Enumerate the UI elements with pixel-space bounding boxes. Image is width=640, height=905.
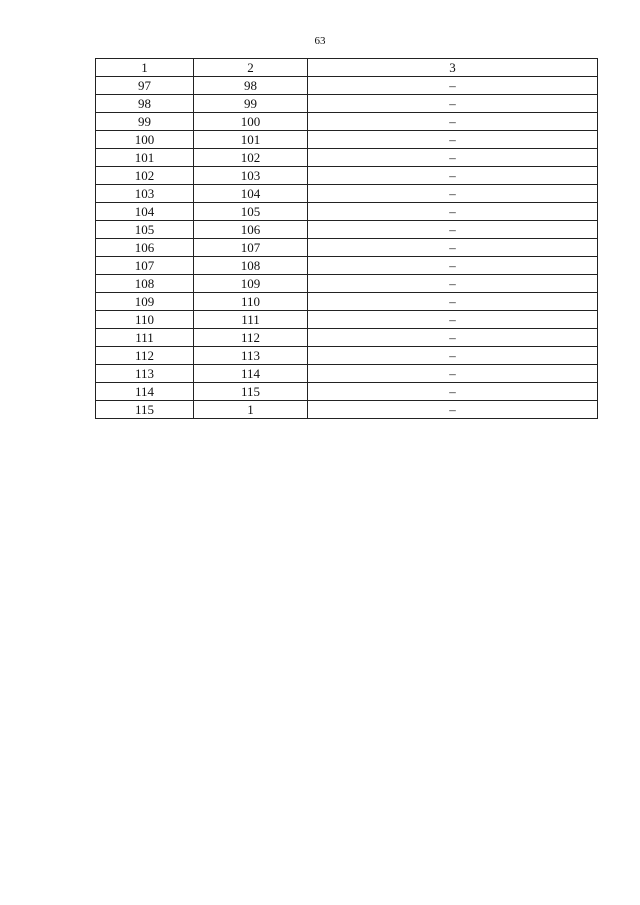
table-cell: 106 — [96, 239, 194, 257]
table-row — [96, 113, 598, 131]
table-cell: 107 — [96, 257, 194, 275]
table-row — [96, 185, 598, 203]
table-cell: – — [308, 365, 598, 383]
table-cell: 101 — [194, 131, 308, 149]
table-cell: 103 — [194, 167, 308, 185]
table-cell: 111 — [96, 329, 194, 347]
table-cell: – — [308, 347, 598, 365]
table-row — [96, 221, 598, 239]
table-cell: – — [308, 131, 598, 149]
table-cell: 104 — [194, 185, 308, 203]
table-cell: 106 — [194, 221, 308, 239]
table-cell: 101 — [96, 149, 194, 167]
table-cell: 115 — [194, 383, 308, 401]
table-row — [96, 365, 598, 383]
table-row — [96, 311, 598, 329]
table-row — [96, 329, 598, 347]
table-cell: 110 — [96, 311, 194, 329]
table-cell: 105 — [96, 221, 194, 239]
table-cell: – — [308, 257, 598, 275]
page-number: 63 — [314, 35, 326, 47]
table-cell: 99 — [194, 95, 308, 113]
table-body — [96, 59, 598, 419]
table-cell: 109 — [194, 275, 308, 293]
table-cell: – — [308, 185, 598, 203]
table-row — [96, 149, 598, 167]
table-cell: 97 — [96, 77, 194, 95]
table-cell: 1 — [194, 401, 308, 419]
table-cell: – — [308, 95, 598, 113]
data-table — [95, 58, 598, 419]
table-cell: 98 — [96, 95, 194, 113]
table-row — [96, 347, 598, 365]
table-cell: 112 — [96, 347, 194, 365]
table-cell: 104 — [96, 203, 194, 221]
table-cell: 112 — [194, 329, 308, 347]
table-cell: 108 — [96, 275, 194, 293]
table-row — [96, 167, 598, 185]
column-header: 2 — [194, 59, 308, 77]
table-cell: 111 — [194, 311, 308, 329]
table-row — [96, 383, 598, 401]
table-cell: 115 — [96, 401, 194, 419]
table-row — [96, 239, 598, 257]
table-cell: 109 — [96, 293, 194, 311]
table-cell: – — [308, 275, 598, 293]
column-header: 1 — [96, 59, 194, 77]
table-cell: – — [308, 167, 598, 185]
table-header-row — [96, 59, 598, 77]
table-cell: – — [308, 149, 598, 167]
table-row — [96, 77, 598, 95]
table-cell: 113 — [96, 365, 194, 383]
table-cell: – — [308, 311, 598, 329]
table-cell: 100 — [96, 131, 194, 149]
table-cell: – — [308, 113, 598, 131]
table-row — [96, 131, 598, 149]
table-row — [96, 293, 598, 311]
table-cell: 98 — [194, 77, 308, 95]
table-cell: 114 — [194, 365, 308, 383]
table-cell: 113 — [194, 347, 308, 365]
column-header: 3 — [308, 59, 598, 77]
table-cell: 105 — [194, 203, 308, 221]
table-cell: – — [308, 293, 598, 311]
table-row — [96, 401, 598, 419]
table-cell: – — [308, 203, 598, 221]
table-cell: 100 — [194, 113, 308, 131]
table-cell: – — [308, 329, 598, 347]
table-cell: 110 — [194, 293, 308, 311]
table-cell: 108 — [194, 257, 308, 275]
table-cell: 103 — [96, 185, 194, 203]
table-cell: 99 — [96, 113, 194, 131]
table-cell: 114 — [96, 383, 194, 401]
table-row — [96, 203, 598, 221]
table-cell: – — [308, 77, 598, 95]
table-row — [96, 95, 598, 113]
table-row — [96, 275, 598, 293]
table-cell: – — [308, 383, 598, 401]
table-cell: 102 — [96, 167, 194, 185]
table-row — [96, 257, 598, 275]
table-cell: 107 — [194, 239, 308, 257]
table-cell: – — [308, 401, 598, 419]
table-cell: 102 — [194, 149, 308, 167]
table-cell: – — [308, 221, 598, 239]
table-cell: – — [308, 239, 598, 257]
